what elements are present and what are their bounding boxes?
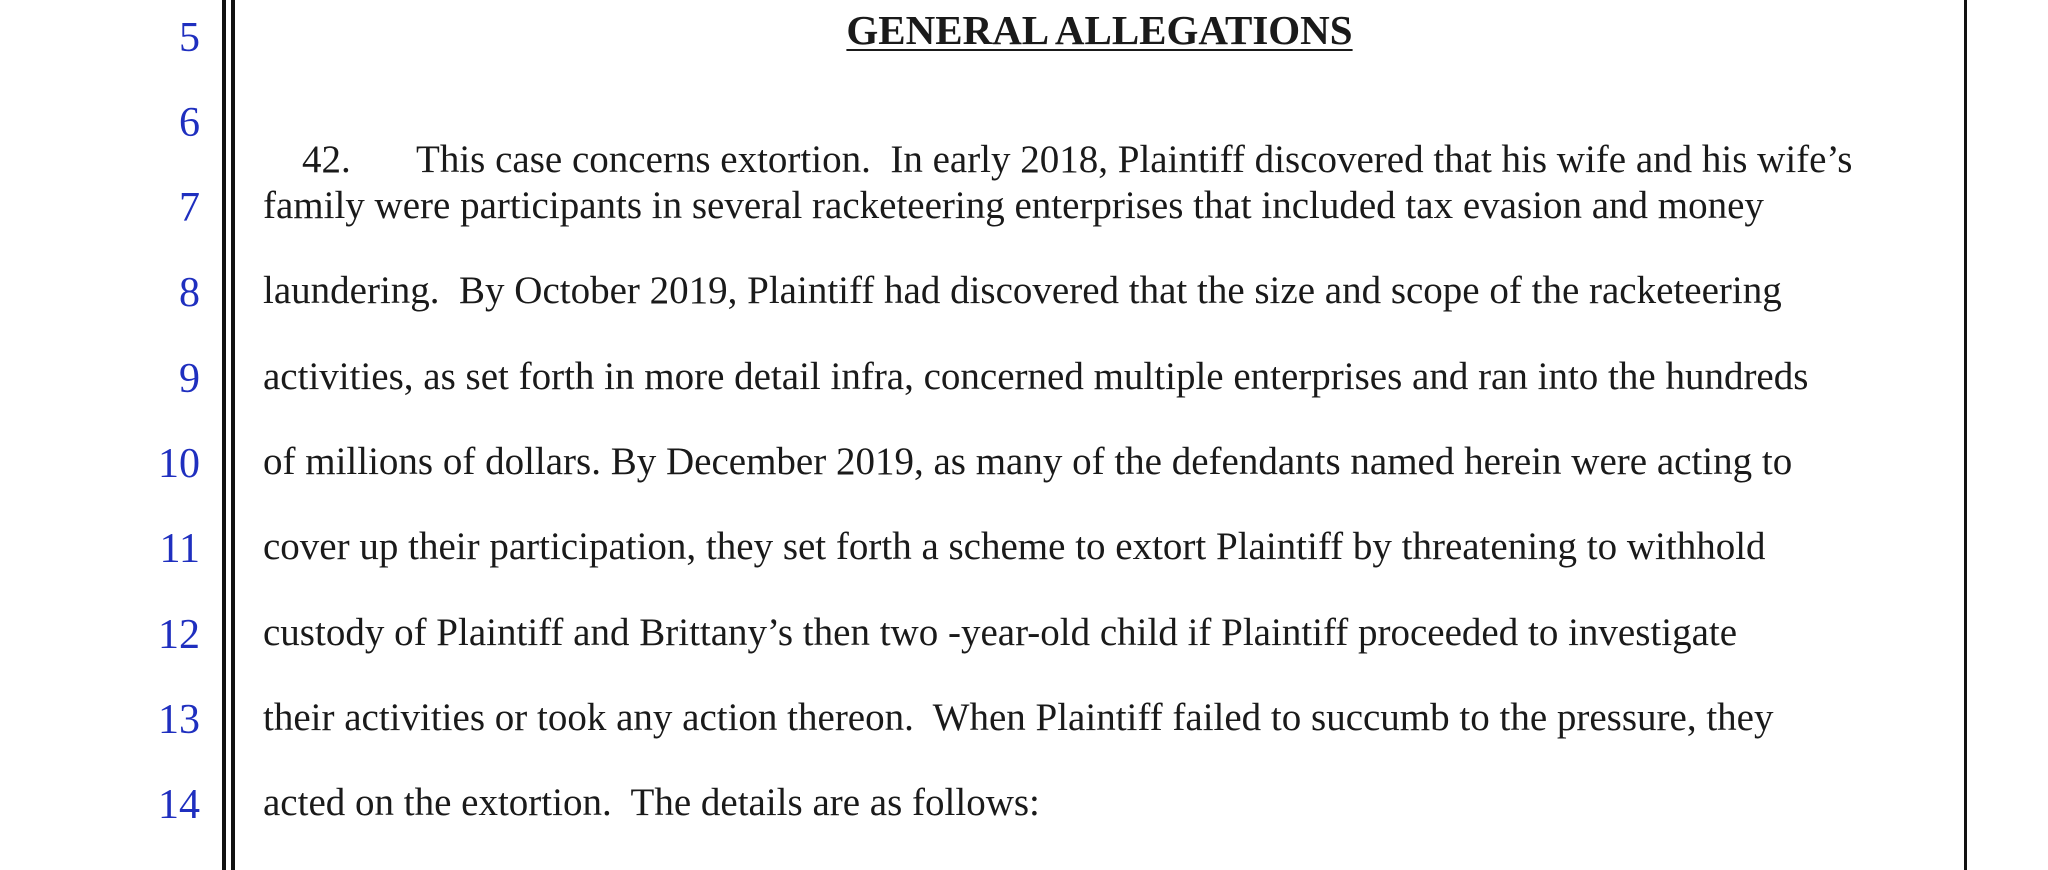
paragraph-line: acted on the extortion. The details are as follows: [263, 781, 1040, 824]
line-number: 7 [179, 185, 200, 231]
section-heading: GENERAL ALLEGATIONS [846, 7, 1353, 53]
line-number: 8 [179, 270, 200, 316]
paragraph-line: of millions of dollars. By December 2019, as many of the defendants named herein were acting to [263, 440, 1793, 483]
paragraph-number: 42. [302, 138, 351, 181]
line-number: 13 [158, 697, 200, 743]
paragraph-line: This case concerns extortion. In early 2018, Plaintiff discovered that his wife and his wife’s [416, 138, 1853, 181]
line-number: 5 [179, 15, 200, 61]
paragraph-line: their activities or took any action thereon. When Plaintiff failed to succumb to the pressure, they [263, 696, 1774, 739]
paragraph-line: activities, as set forth in more detail infra, concerned multiple enterprises and ran into the hundreds [263, 355, 1809, 398]
line-number: 9 [179, 356, 200, 402]
left-margin-rule-outer [222, 0, 226, 870]
line-number: 11 [159, 526, 200, 572]
paragraph-line: cover up their participation, they set forth a scheme to extort Plaintiff by threatening to withhold [263, 525, 1766, 568]
right-margin-rule [1964, 0, 1967, 870]
paragraph-line: laundering. By October 2019, Plaintiff had discovered that the size and scope of the racketeering [263, 269, 1782, 312]
line-number: 12 [158, 612, 200, 658]
line-number: 10 [158, 441, 200, 487]
paragraph-line: family were participants in several racketeering enterprises that included tax evasion and money [263, 184, 1764, 227]
paragraph-line: custody of Plaintiff and Brittany’s then two -year-old child if Plaintiff proceeded to investigate [263, 611, 1738, 654]
line-number: 14 [158, 782, 200, 828]
line-number: 6 [179, 100, 200, 146]
left-margin-rule-inner [231, 0, 235, 870]
